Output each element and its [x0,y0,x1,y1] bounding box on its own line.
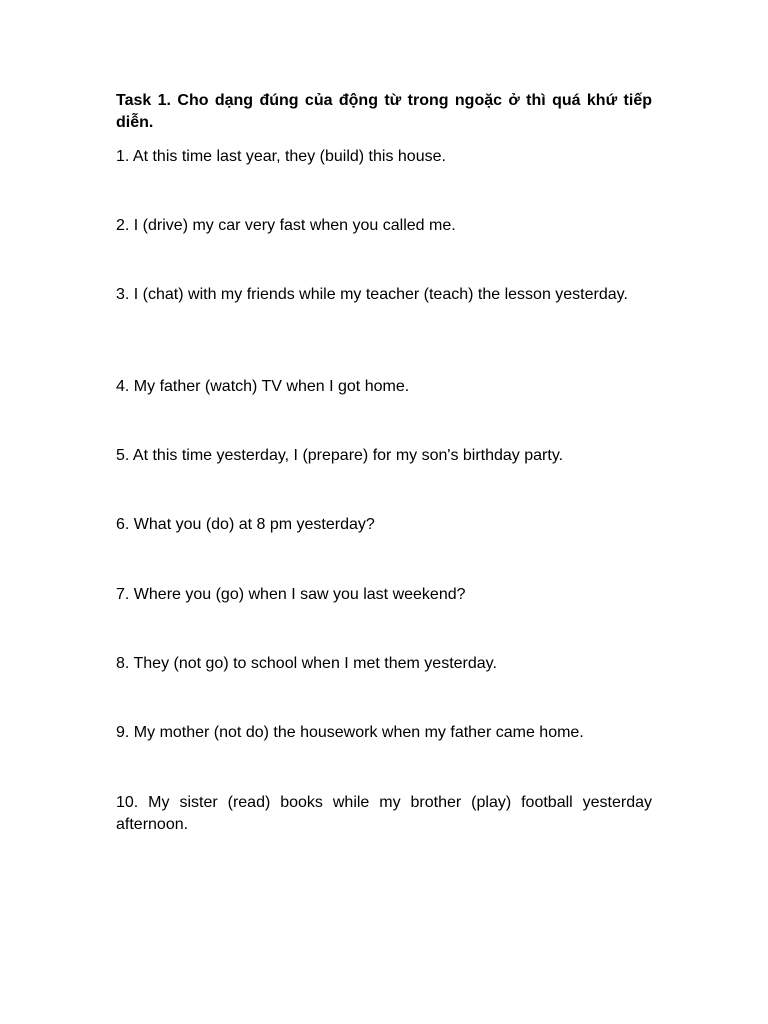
question-4: 4. My father (watch) TV when I got home. [116,378,410,395]
task-title: Task 1. Cho dạng đúng của động từ trong ngoặc ở thì quá khứ tiếp diễn. [116,92,652,131]
question-8: 8. They (not go) to school when I met them yesterday. [116,655,497,672]
question-9: 9. My mother (not do) the housework when my father came home. [116,724,584,741]
question-3: 3. I (chat) with my friends while my teacher (teach) the lesson yesterday. [116,286,628,303]
question-10: 10. My sister (read) books while my brother (play) football yesterday afternoon. [116,794,652,833]
question-6: 6. What you (do) at 8 pm yesterday? [116,516,375,533]
question-1: 1. At this time last year, they (build) this house. [116,148,446,165]
question-7: 7. Where you (go) when I saw you last weekend? [116,586,466,603]
question-2: 2. I (drive) my car very fast when you called me. [116,217,456,234]
worksheet-page [116,90,652,833]
question-5: 5. At this time yesterday, I (prepare) for my son's birthday party. [116,447,564,464]
